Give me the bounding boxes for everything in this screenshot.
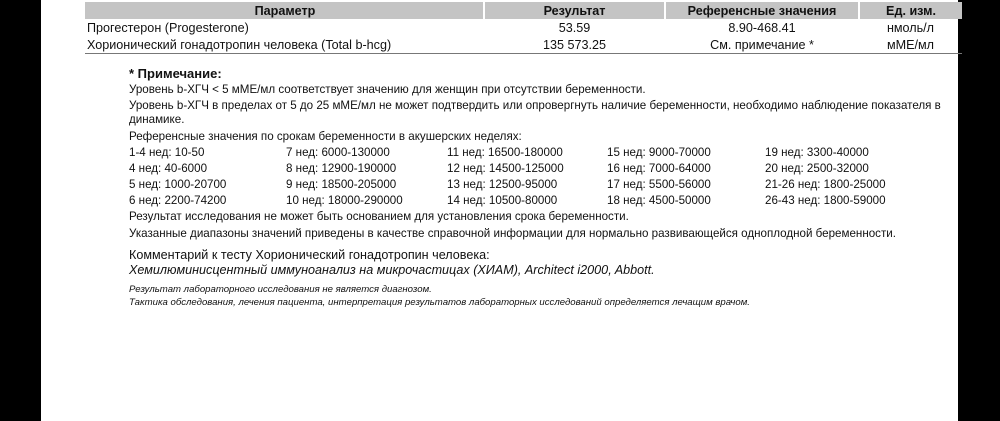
week-range: 11 нед: 16500-180000 xyxy=(447,146,563,159)
header-parameter: Параметр xyxy=(85,2,484,19)
week-range: 12 нед: 14500-125000 xyxy=(447,162,564,175)
week-range: 4 нед: 40-6000 xyxy=(129,162,208,175)
week-range: 19 нед: 3300-40000 xyxy=(765,146,869,159)
footer-disclaimer-1: Результат лабораторного исследования не является диагнозом. xyxy=(129,284,432,295)
header-unit: Ед. изм. xyxy=(859,2,962,19)
table-row xyxy=(85,36,962,54)
week-range: 15 нед: 9000-70000 xyxy=(607,146,711,159)
week-range: 17 нед: 5500-56000 xyxy=(607,178,711,191)
header-reference: Референсные значения xyxy=(665,2,859,19)
week-range: 21-26 нед: 1800-25000 xyxy=(765,178,886,191)
row-name: Прогестерон (Progesterone) xyxy=(87,20,249,35)
document-page xyxy=(41,0,958,421)
row-result: 53.59 xyxy=(558,20,591,35)
week-range: 20 нед: 2500-32000 xyxy=(765,162,869,175)
header-result: Результат xyxy=(484,2,665,19)
note-line-3: Результат исследования не может быть основанием для установления срока беременности. xyxy=(129,210,629,223)
row-result: 135 573.25 xyxy=(484,36,665,54)
week-range: 26-43 нед: 1800-59000 xyxy=(765,194,886,207)
row-name: Хорионический гонадотропин человека (Total b-hcg) xyxy=(85,36,484,54)
row-unit: нмоль/л xyxy=(886,20,935,35)
note-line-4: Указанные диапазоны значений приведены в качестве справочной информации для нормально развивающейся одноплодной беременности. xyxy=(129,227,896,240)
table-header-row xyxy=(85,2,962,19)
table-row xyxy=(85,19,962,36)
row-reference: См. примечание * xyxy=(665,36,859,54)
week-range: 13 нед: 12500-95000 xyxy=(447,178,558,191)
note-line-1: Уровень b-ХГЧ < 5 мМЕ/мл соответствует значению для женщин при отсутствии беременности. xyxy=(129,83,646,96)
note-line-2: Уровень b-ХГЧ в пределах от 5 до 25 мМЕ/мл не может подтвердить или опровергнуть наличие беременности, необходимо наблюдение показателя в динамике. xyxy=(129,99,941,126)
results-table xyxy=(85,2,962,54)
week-range: 7 нед: 6000-130000 xyxy=(286,146,390,159)
note-title: * Примечание: xyxy=(129,66,222,81)
test-method: Хемилюминисцентный иммуноанализ на микрочастицах (ХИАМ), Architect i2000, Abbott. xyxy=(129,263,655,277)
week-range: 1-4 нед: 10-50 xyxy=(129,146,205,159)
test-comment-heading: Комментарий к тесту Хорионический гонадотропин человека: xyxy=(129,248,490,262)
week-range: 8 нед: 12900-190000 xyxy=(286,162,397,175)
week-range: 6 нед: 2200-74200 xyxy=(129,194,227,207)
week-range: 14 нед: 10500-80000 xyxy=(447,194,558,207)
week-range: 9 нед: 18500-205000 xyxy=(286,178,397,191)
footer-disclaimer-2: Тактика обследования, лечения пациента, интерпретация результатов лабораторных исследований определяется лечащим врачом. xyxy=(129,297,750,308)
week-range: 5 нед: 1000-20700 xyxy=(129,178,227,191)
week-range: 10 нед: 18000-290000 xyxy=(286,194,403,207)
reference-header: Референсные значения по срокам беременности в акушерских неделях: xyxy=(129,130,522,143)
week-range: 16 нед: 7000-64000 xyxy=(607,162,711,175)
week-range: 18 нед: 4500-50000 xyxy=(607,194,711,207)
row-unit: мМЕ/мл xyxy=(859,36,962,54)
row-reference: 8.90-468.41 xyxy=(728,20,796,35)
